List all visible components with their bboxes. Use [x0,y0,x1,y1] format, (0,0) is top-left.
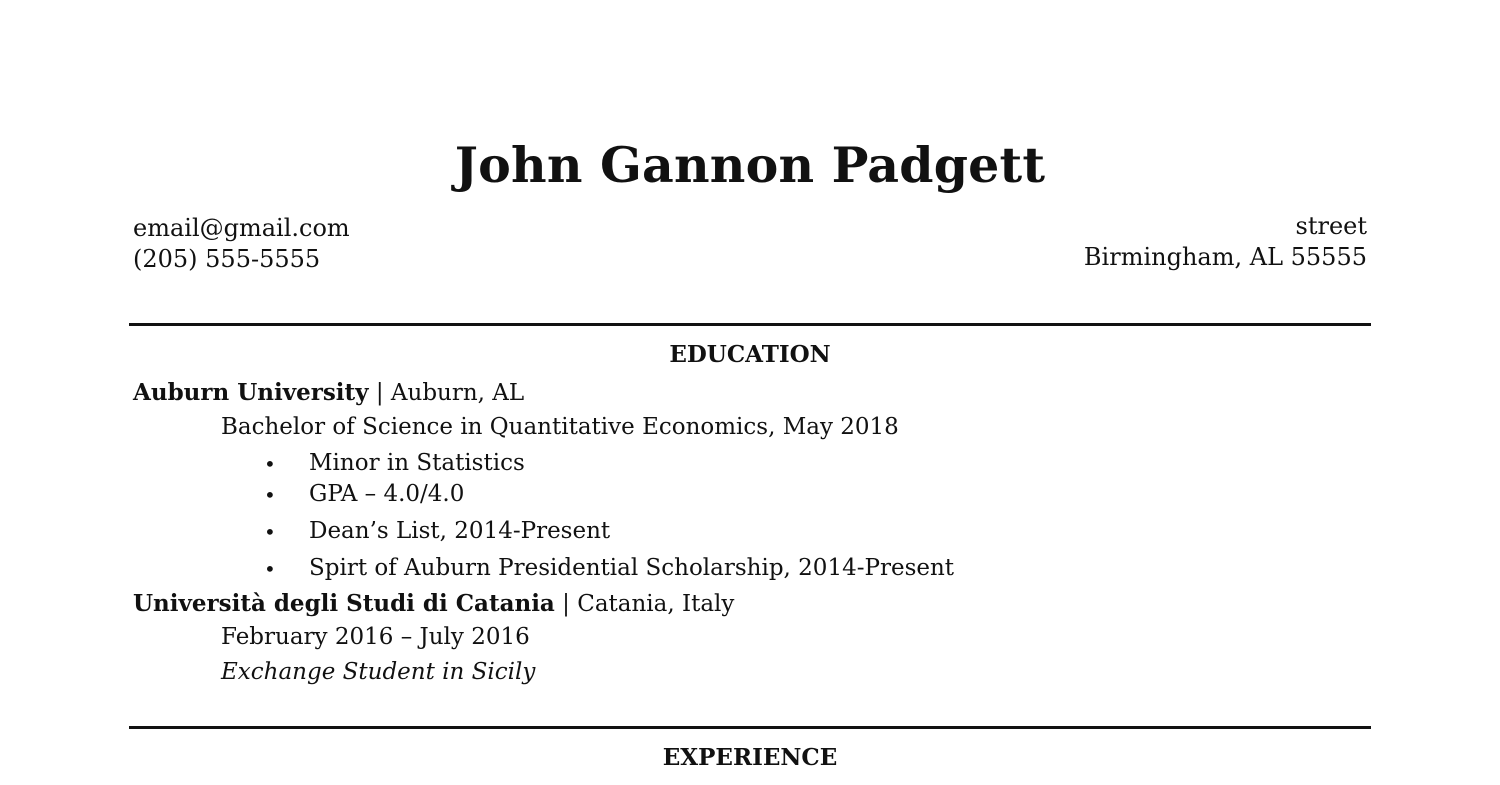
resume-name: John Gannon Padgett [454,136,1046,194]
street-text: street [1295,212,1367,240]
bullet-glyph: • [264,557,276,581]
bullet-item: GPA – 4.0/4.0 [309,481,465,507]
bullet-glyph: • [264,483,276,507]
school-auburn [133,379,524,406]
email-text: email@gmail.com [133,214,350,242]
exchange-dates: February 2016 – July 2016 [221,624,530,650]
exchange-note: Exchange Student in Sicily [221,659,536,685]
contact-left [133,213,350,275]
phone-text: (205) 555-5555 [133,245,321,273]
school-separator: | [375,380,384,406]
section-title-education: EDUCATION [669,341,831,368]
section-divider-education [129,323,1371,326]
school-location: Auburn, AL [390,380,525,406]
bullet-item: Dean’s List, 2014-Present [309,518,611,544]
school-name: Auburn University [133,379,369,406]
degree-text: Bachelor of Science in Quantitative Economics, May 2018 [221,414,899,440]
section-title-experience: EXPERIENCE [662,744,838,771]
school-location: Catania, Italy [577,591,735,617]
school-name: Università degli Studi di Catania [133,590,555,617]
bullet-item: Spirt of Auburn Presidential Scholarship, 2014-Present [309,555,955,581]
bullet-item: Minor in Statistics [309,450,525,476]
school-separator: | [562,591,570,617]
city-state-zip-text: Birmingham, AL 55555 [1083,243,1367,271]
school-catania [133,590,734,617]
bullet-glyph: • [264,520,276,544]
contact-right [1084,211,1367,273]
bullet-glyph: • [264,452,276,476]
section-divider-experience [129,726,1371,729]
